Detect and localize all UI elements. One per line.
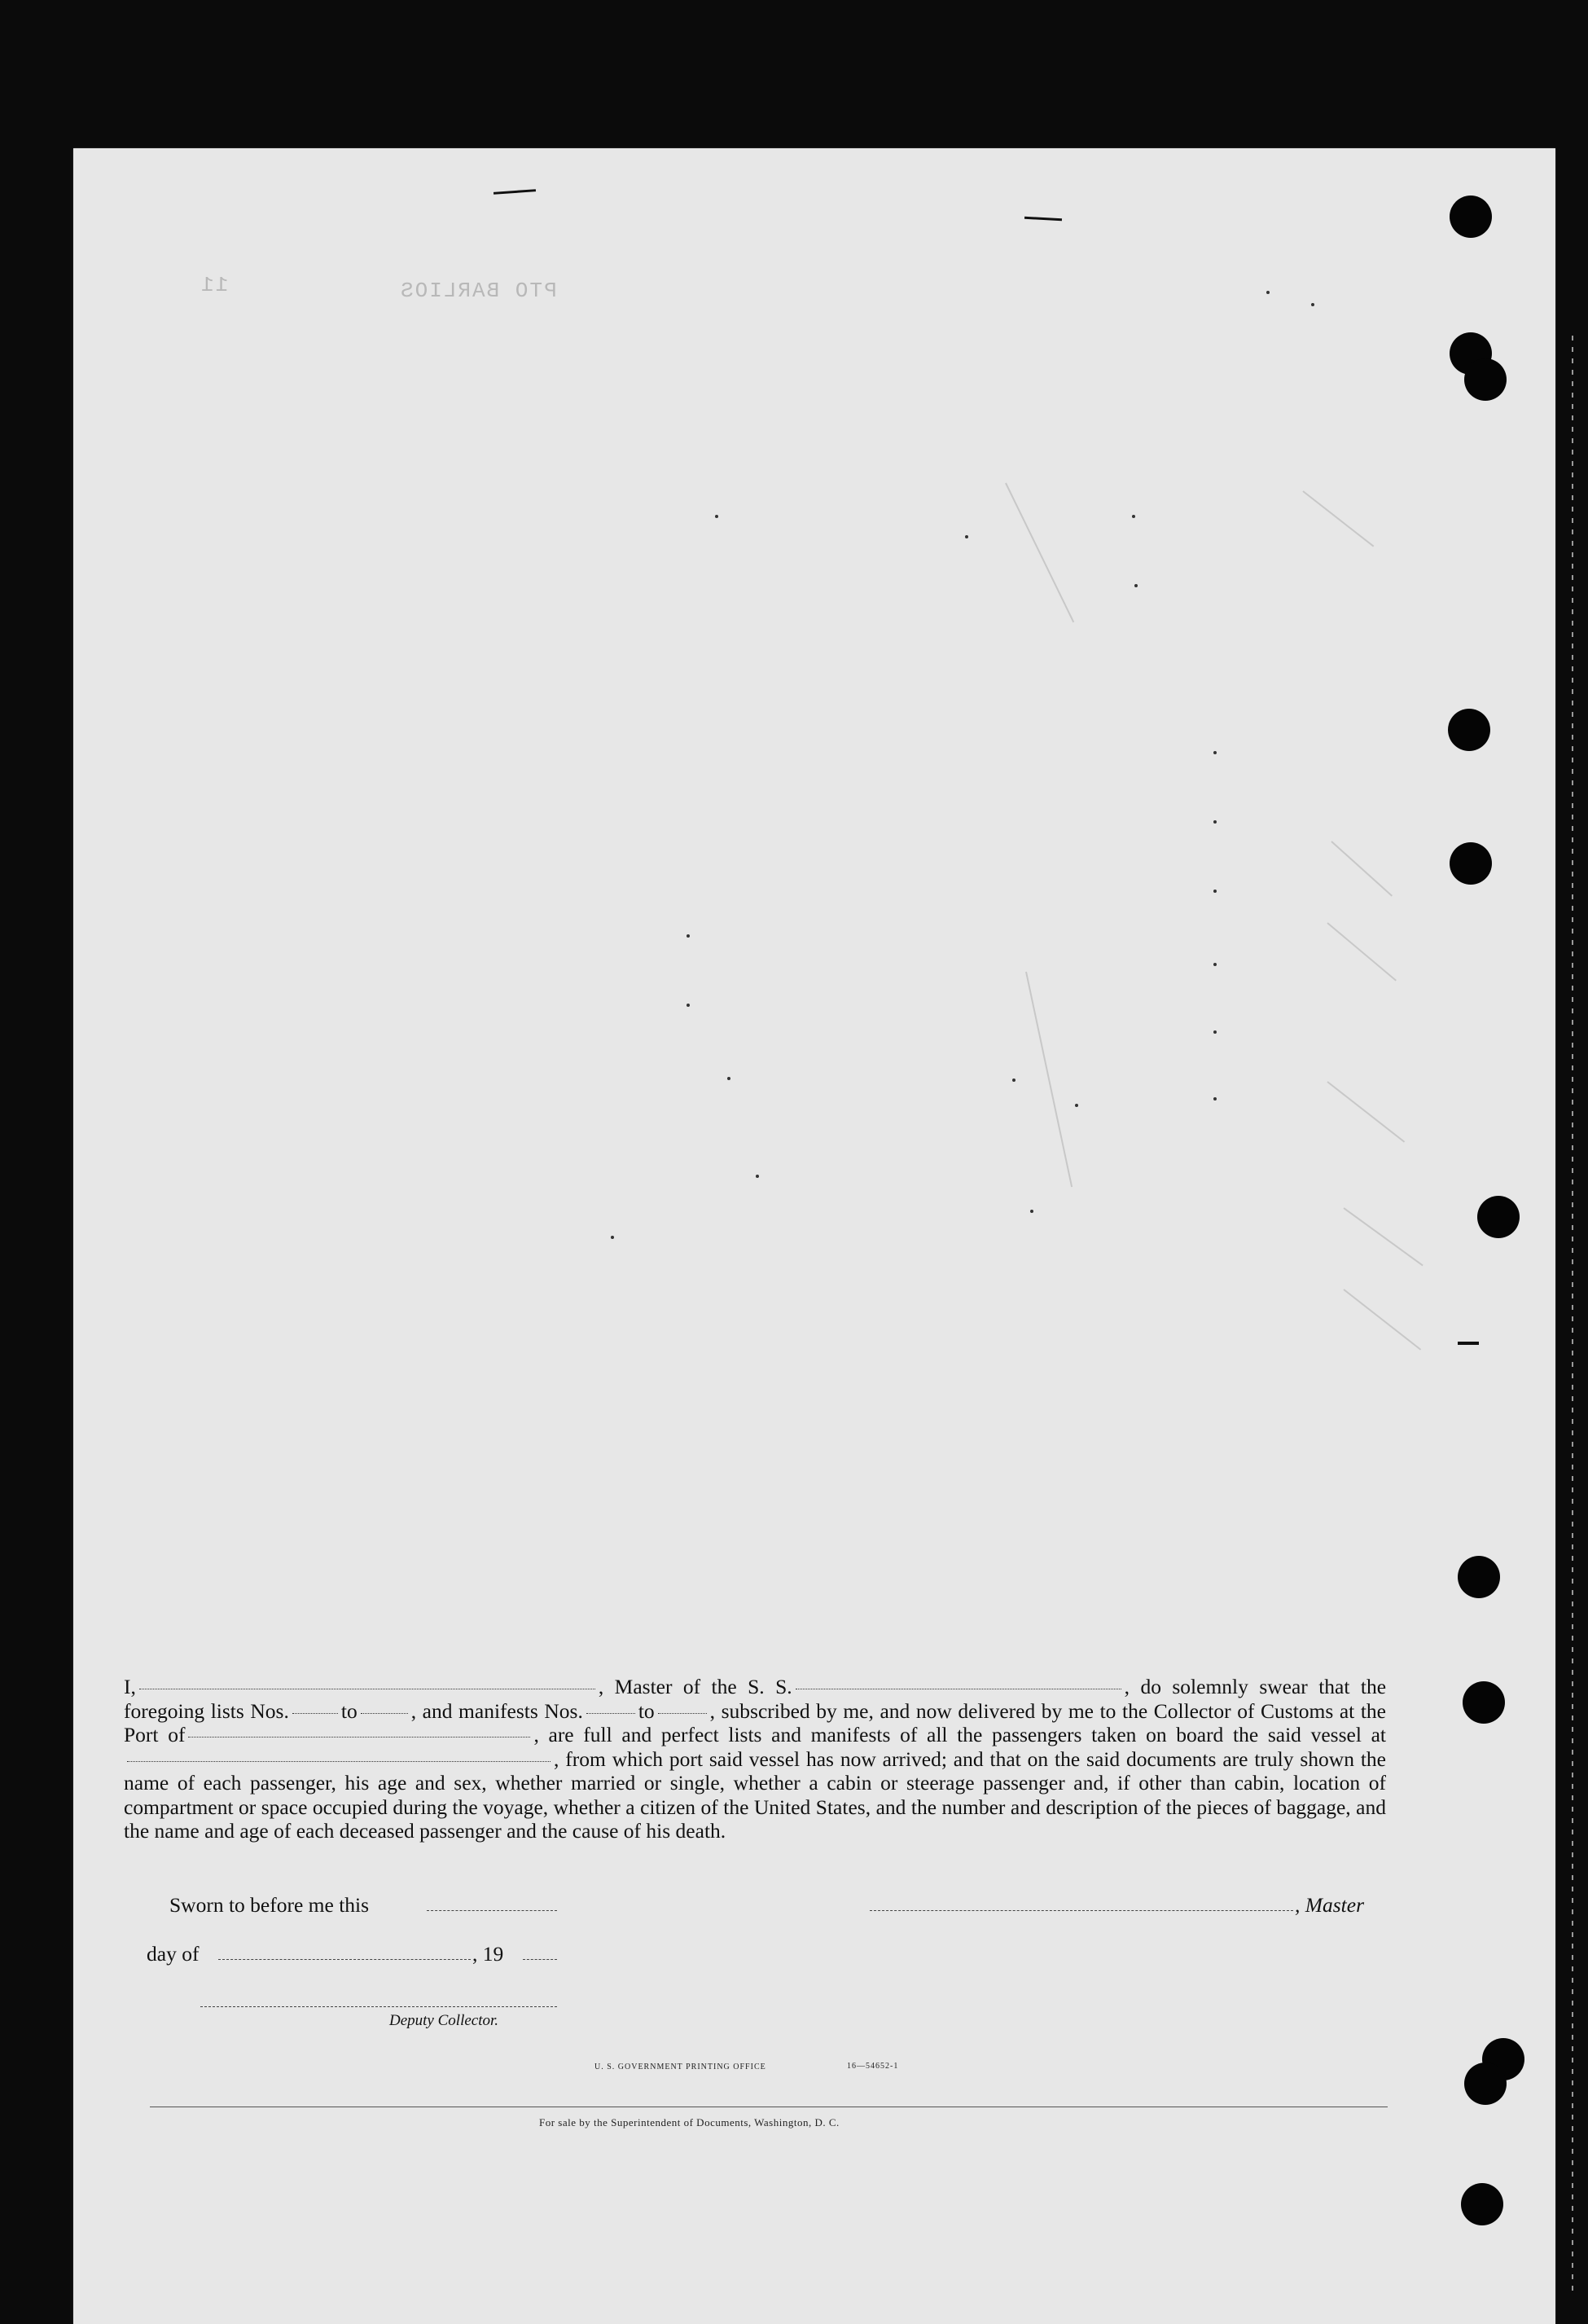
master-signature-blank: [870, 1910, 1293, 1911]
pencil-mark: [1458, 1342, 1479, 1345]
sale-notice: For sale by the Superintendent of Documents, Washington, D. C.: [539, 2116, 840, 2129]
bleed-through-number: 11: [200, 273, 229, 297]
oath-text: , and manifests Nos.: [410, 1698, 583, 1723]
speck: [611, 1236, 614, 1239]
printing-office-imprint: U. S. GOVERNMENT PRINTING OFFICE: [594, 2063, 766, 2071]
year-blank: [523, 1959, 557, 1960]
bleed-stroke: [1302, 490, 1374, 547]
master-label: , Master: [1295, 1893, 1364, 1917]
speck: [1132, 515, 1135, 518]
departure-port-blank: [127, 1760, 551, 1762]
day-of-blank: [218, 1959, 471, 1960]
oath-text: , Master of the S. S.: [598, 1675, 792, 1698]
speck: [1213, 751, 1217, 754]
punch-hole: [1450, 842, 1492, 885]
speck: [1030, 1210, 1033, 1213]
speck: [1012, 1079, 1016, 1082]
oath-text: to: [638, 1698, 655, 1723]
speck: [715, 515, 718, 518]
punch-hole: [1448, 709, 1490, 751]
day-of-label: day of: [147, 1942, 200, 1966]
bleed-stroke: [1343, 1207, 1423, 1266]
punch-hole: [1461, 2183, 1503, 2225]
speck: [1213, 1097, 1217, 1100]
bleed-stroke: [1025, 972, 1073, 1188]
manifest-to-blank: [658, 1712, 707, 1714]
bleed-through-text: PTO BARLIOS: [399, 279, 557, 303]
speck: [1311, 303, 1314, 306]
punch-hole: [1463, 1681, 1505, 1724]
form-number: 16—54652-1: [847, 2062, 899, 2071]
oath-text: swear that the foregoing lists Nos.: [124, 1675, 1387, 1723]
speck: [1134, 584, 1138, 587]
list-to-blank: [361, 1712, 408, 1714]
punch-hole: [1450, 195, 1492, 238]
pencil-mark: [1024, 217, 1062, 221]
speck: [687, 934, 690, 938]
punch-hole: [1477, 1196, 1520, 1238]
speck: [687, 1004, 690, 1007]
oath-text: , subscribed by me, and now delivered by me to the Collector of Customs at the Port of: [124, 1698, 1386, 1746]
oath-text: , from which port said vessel has now arrived; and that on the said documents are truly shown the name of each passenger, his age and sex, whether married or single, whether a cabin or steerage passenger and, if other than cabin, location of compartment or space occupied during the voyage, whether a citizen of the United States, and the number and description of the pieces of baggage, and the name and age of each deceased passenger and the cause of his death.: [124, 1746, 1386, 1843]
sheet-perforation-edge: [1572, 336, 1573, 2291]
speck: [756, 1175, 759, 1178]
oath-text: , are full and perfect lists and manifests of all the passengers taken on board the said vessel at: [533, 1723, 1387, 1746]
sworn-label: Sworn to before me this: [169, 1893, 370, 1917]
oath-text: , do solemnly: [1124, 1675, 1248, 1698]
speck: [1213, 820, 1217, 824]
speck: [1075, 1104, 1078, 1107]
bleed-stroke: [1327, 1081, 1405, 1142]
deputy-collector-label: Deputy Collector.: [389, 2012, 499, 2029]
speck: [727, 1077, 730, 1080]
pencil-mark: [494, 189, 536, 195]
port-blank: [188, 1736, 530, 1738]
bleed-stroke: [1343, 1289, 1421, 1350]
oath-text: I,: [124, 1675, 136, 1698]
punch-hole: [1458, 1556, 1500, 1598]
master-name-blank: [139, 1688, 595, 1689]
oath-paragraph: [124, 1675, 1386, 1843]
manifest-from-blank: [586, 1712, 635, 1714]
deputy-signature-blank: [200, 2006, 557, 2007]
bleed-stroke: [1327, 922, 1397, 981]
sworn-date-blank: [427, 1910, 557, 1911]
speck: [1213, 890, 1217, 893]
year-label: , 19: [472, 1942, 504, 1966]
speck: [965, 535, 968, 538]
speck: [1213, 1030, 1217, 1034]
bleed-stroke: [1331, 841, 1393, 896]
punch-hole: [1464, 2063, 1507, 2105]
punch-hole: [1464, 358, 1507, 401]
oath-text: to: [340, 1698, 358, 1723]
speck: [1213, 963, 1217, 966]
bleed-stroke: [1005, 483, 1074, 623]
list-from-blank: [292, 1712, 338, 1714]
speck: [1266, 291, 1270, 294]
ship-name-blank: [796, 1688, 1121, 1689]
manifest-sheet: [73, 148, 1555, 2324]
